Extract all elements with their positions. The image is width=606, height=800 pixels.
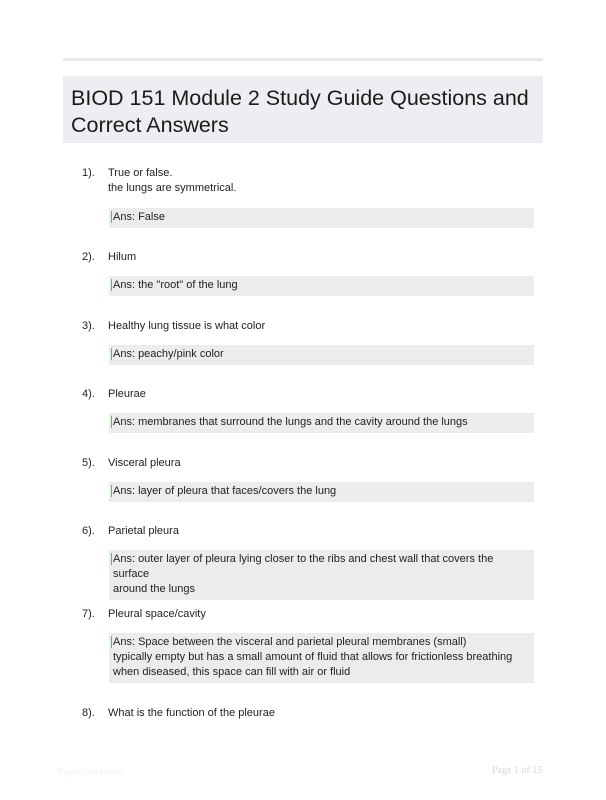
question-text bbox=[108, 607, 528, 622]
answer-marker bbox=[111, 553, 112, 565]
answer-marker bbox=[111, 279, 112, 291]
answer-line: Ans: peachy/pink color bbox=[113, 348, 224, 360]
question-line: Visceral pleura bbox=[108, 457, 181, 469]
question-line: True or false. bbox=[108, 167, 173, 179]
question-line: Healthy lung tissue is what color bbox=[108, 320, 266, 332]
question-number: 5). bbox=[82, 457, 95, 469]
answer-marker bbox=[111, 636, 112, 648]
answer-marker bbox=[111, 348, 112, 360]
question-text bbox=[108, 387, 528, 402]
question-number: 4). bbox=[82, 388, 95, 400]
answer-line: when diseased, this space can fill with air or fluid bbox=[113, 666, 351, 678]
question-line: Pleurae bbox=[108, 388, 146, 400]
answer-box bbox=[109, 482, 534, 502]
title-line-1: BIOD 151 Module 2 Study Guide Questions and bbox=[71, 86, 529, 110]
question-text bbox=[108, 706, 528, 721]
answer-marker bbox=[111, 485, 112, 497]
question-text bbox=[108, 524, 528, 539]
question-text bbox=[108, 166, 528, 196]
question-number: 1). bbox=[82, 167, 95, 179]
question-line: What is the function of the pleurae bbox=[108, 707, 275, 719]
answer-box bbox=[109, 276, 534, 296]
answer-marker bbox=[111, 211, 112, 223]
answer-line: Ans: False bbox=[113, 211, 165, 223]
page-number: Page 1 of 15 bbox=[492, 765, 543, 776]
title-line-2: Correct Answers bbox=[71, 113, 229, 137]
header-divider bbox=[63, 58, 543, 61]
answer-box bbox=[109, 345, 534, 365]
document-title bbox=[71, 85, 535, 139]
answer-box bbox=[109, 550, 534, 600]
question-text bbox=[108, 319, 528, 334]
question-text bbox=[108, 250, 528, 265]
answer-line: around the lungs bbox=[113, 583, 195, 595]
question-number: 2). bbox=[82, 251, 95, 263]
answer-line: Ans: Space between the visceral and parietal pleural membranes (small) bbox=[113, 636, 467, 648]
question-line: Hilum bbox=[108, 251, 137, 263]
question-number: 3). bbox=[82, 320, 95, 332]
question-line: Pleural space/cavity bbox=[108, 608, 206, 620]
question-number: 7). bbox=[82, 608, 95, 620]
answer-box bbox=[109, 633, 534, 683]
question-text bbox=[108, 456, 528, 471]
question-number: 6). bbox=[82, 525, 95, 537]
answer-line: Ans: outer layer of pleura lying closer to the ribs and chest wall that covers the surface bbox=[113, 553, 494, 580]
answer-box bbox=[109, 208, 534, 228]
answer-line: Ans: membranes that surround the lungs and the cavity around the lungs bbox=[113, 416, 468, 428]
answer-line: Ans: layer of pleura that faces/covers the lung bbox=[113, 485, 337, 497]
question-line: the lungs are symmetrical. bbox=[108, 182, 237, 194]
question-line: Parietal pleura bbox=[108, 525, 179, 537]
question-number: 8). bbox=[82, 707, 95, 719]
answer-line: typically empty but has a small amount of fluid that allows for frictionless breathing bbox=[113, 651, 513, 663]
title-banner bbox=[63, 76, 543, 143]
footer-watermark: PaperStore.com bbox=[58, 767, 124, 777]
answer-box bbox=[109, 413, 534, 433]
answer-line: Ans: the "root" of the lung bbox=[113, 279, 238, 291]
answer-marker bbox=[111, 416, 112, 428]
